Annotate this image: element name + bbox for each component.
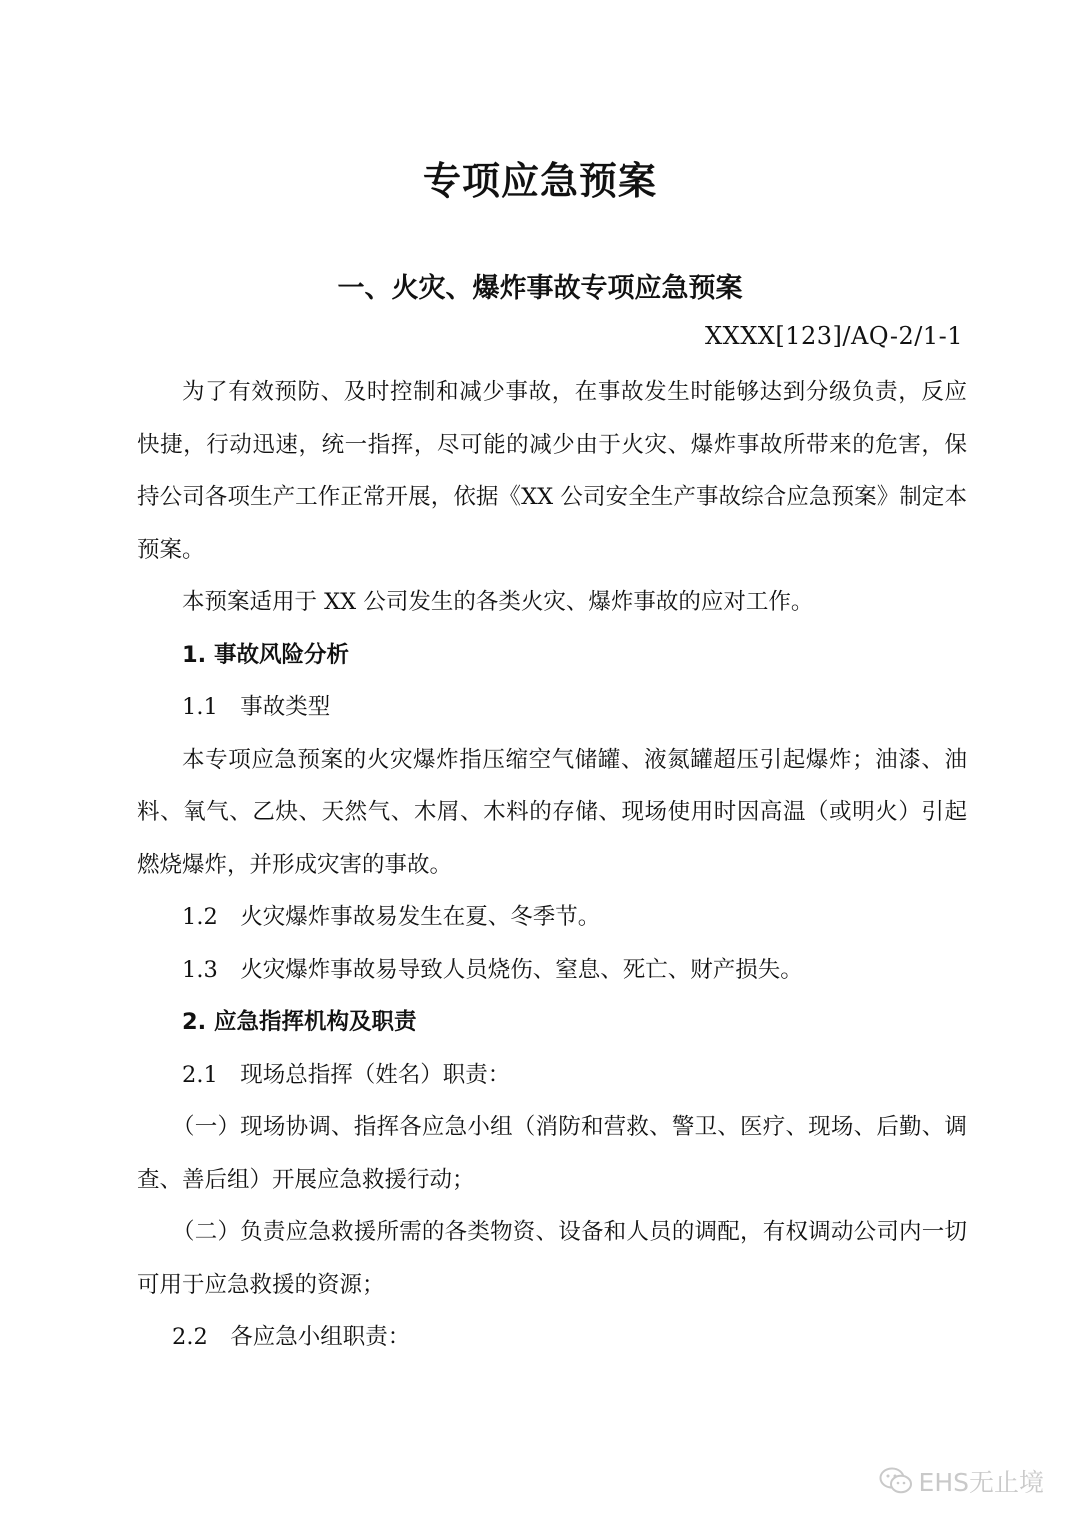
consequence-paragraph: 1.3 火灾爆炸事故易导致人员烧伤、窒息、死亡、财产损失。 <box>182 956 803 983</box>
accident-type-paragraph: 本专项应急预案的火灾爆炸指压缩空气储罐、液氮罐超压引起爆炸；油漆、油料、氧气、乙炔、天然气、木屑、木料的存储、现场使用时因高温（或明火）引起燃烧爆炸，并形成灾害的事故。 <box>137 746 967 878</box>
document-number: XXXX[123]/AQ-2/1-1 <box>705 322 963 350</box>
heading-command-structure: 2. 应急指挥机构及职责 <box>182 1009 417 1035</box>
scope-paragraph: 本预案适用于 XX 公司发生的各类火灾、爆炸事故的应对工作。 <box>182 589 814 615</box>
heading-risk-analysis: 1. 事故风险分析 <box>182 641 350 668</box>
subheading-commander-duties: 2.1 现场总指挥（姓名）职责： <box>182 1061 511 1088</box>
watermark <box>879 1463 1044 1499</box>
section-title: 一、火灾、爆炸事故专项应急预案 <box>337 273 743 304</box>
wechat-icon <box>879 1467 913 1495</box>
season-paragraph: 1.2 火灾爆炸事故易发生在夏、冬季节。 <box>182 904 601 930</box>
document-body <box>137 366 967 1364</box>
subheading-group-duties: 2.2 各应急小组职责： <box>172 1324 411 1350</box>
document-title: 专项应急预案 <box>422 159 657 203</box>
intro-paragraph: 为了有效预防、及时控制和减少事故，在事故发生时能够达到分级负责，反应快捷，行动迅速，统一指挥，尽可能的减少由于火灾、爆炸事故所带来的危害，保持公司各项生产工作正常开展，依据《XX 公司安全生产事故综合应急预案》制定本预案。 <box>137 379 967 563</box>
watermark-text: EHS无止境 <box>918 1468 1044 1497</box>
duty-item-1: （一）现场协调、指挥各应急小组（消防和营救、警卫、医疗、现场、后勤、调查、善后组）开展应急救援行动； <box>137 1114 967 1193</box>
duty-item-2: （二）负责应急救援所需的各类物资、设备和人员的调配，有权调动公司内一切可用于应急救援的资源； <box>137 1219 967 1298</box>
subheading-accident-type: 1.1 事故类型 <box>182 694 331 720</box>
